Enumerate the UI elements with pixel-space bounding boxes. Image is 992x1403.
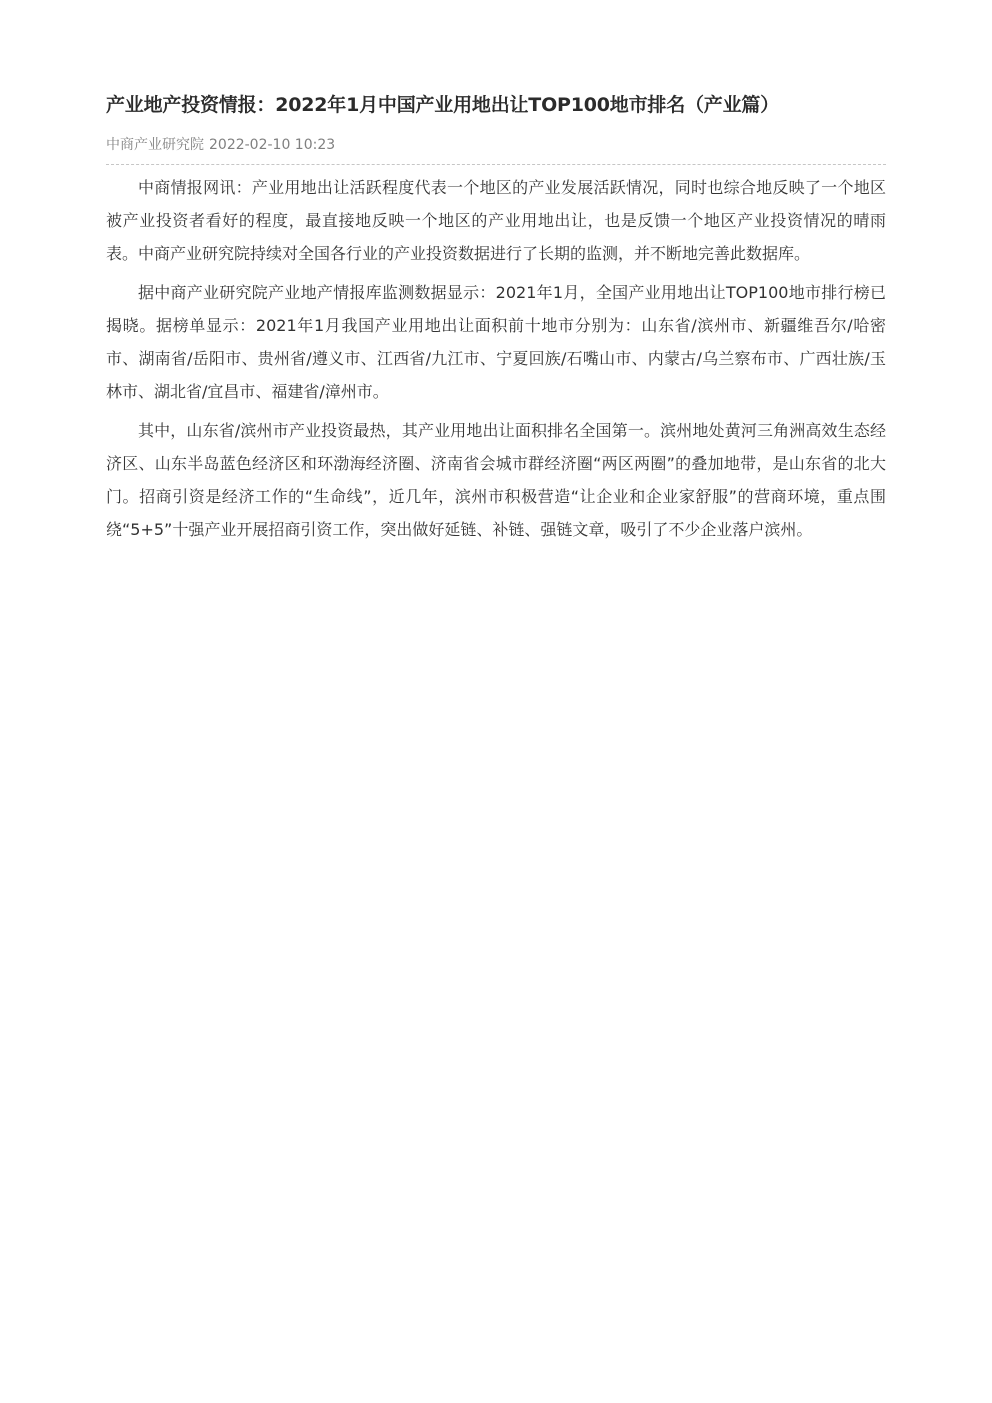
article-title: 产业地产投资情报：2022年1月中国产业用地出让TOP100地市排名（产业篇） [106,94,780,116]
dashed-divider [106,164,886,165]
body-paragraph: 其中，山东省/滨州市产业投资最热，其产业用地出让面积排名全国第一。滨州地处黄河三角洲高效生态经济区、山东半岛蓝色经济区和环渤海经济圈、济南省会城市群经济圈“两区两圈”的叠加地带，是山东省的北大门。招商引资是经济工作的“生命线”，近几年，滨州市积极营造“让企业和企业家舒服”的营商环境，重点围绕“5+5”十强产业开展招商引资工作，突出做好延链、补链、强链文章，吸引了不少企业落户滨州。 [106,421,886,539]
article-meta [106,134,886,156]
article [106,88,886,552]
article-source: 中商产业研究院 [106,137,204,153]
body-paragraph: 中商情报网讯：产业用地出让活跃程度代表一个地区的产业发展活跃情况，同时也综合地反映了一个地区被产业投资者看好的程度，最直接地反映一个地区的产业用地出让，也是反馈一个地区产业投资情况的晴雨表。中商产业研究院持续对全国各行业的产业投资数据进行了长期的监测，并不断地完善此数据库。 [106,178,886,263]
body-paragraph: 据中商产业研究院产业地产情报库监测数据显示：2021年1月，全国产业用地出让TOP100地市排行榜已揭晓。据榜单显示：2021年1月我国产业用地出让面积前十地市分别为：山东省/滨州市、新疆维吾尔/哈密市、湖南省/岳阳市、贵州省/遵义市、江西省/九江市、宁夏回族/石嘴山市、内蒙古/乌兰察布市、广西壮族/玉林市、湖北省/宜昌市、福建省/漳州市。 [106,283,886,401]
article-datetime: 2022-02-10 10:23 [209,137,336,153]
article-body [106,171,886,546]
